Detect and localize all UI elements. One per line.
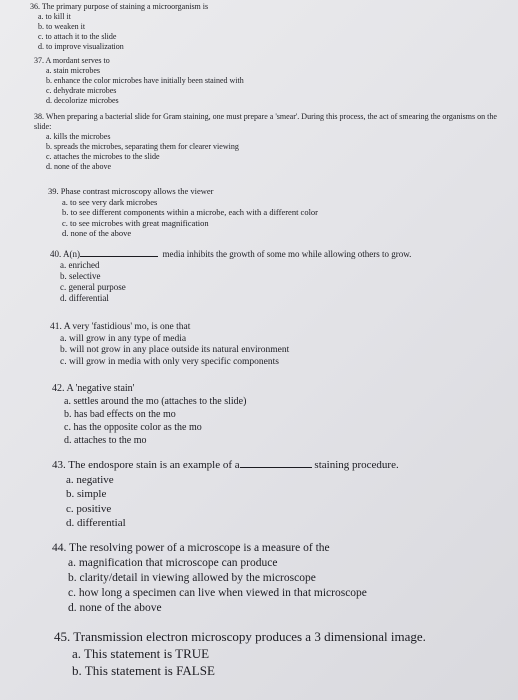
answer-option: b. to see different components within a microbe, each with a different color (62, 207, 319, 217)
answer-option: b. spreads the microbes, separating them for clearer viewing (46, 142, 239, 151)
question-stem (52, 458, 399, 473)
question-stem: 42. A 'negative stain' (52, 383, 135, 394)
answer-blank (80, 256, 158, 257)
question-stem-start: 40. A(n) (50, 249, 80, 259)
question-stem-end: media inhibits the growth of some mo while allowing others to grow. (162, 249, 412, 259)
answer-option: c. to see microbes with great magnification (62, 217, 209, 228)
answer-option: d. none of the above (46, 162, 112, 171)
question-36 (30, 2, 208, 52)
question-40 (50, 249, 411, 304)
answer-option: a. negative (66, 473, 114, 486)
answer-option: a. to see very dark microbes (62, 196, 158, 207)
answer-option: a. to kill it (38, 12, 71, 21)
answer-option: b. selective (60, 271, 101, 281)
question-41 (50, 322, 289, 368)
answer-option: b. enhance the color microbes have initially been stained with (46, 76, 244, 85)
question-stem: 39. Phase contrast microscopy allows the viewer (48, 186, 214, 196)
question-39 (48, 186, 318, 239)
answer-option: b. has bad effects on the mo (64, 409, 176, 420)
answer-option: c. will grow in media with only very specific components (60, 356, 279, 367)
answer-option: d. decolorize microbes (46, 96, 119, 105)
question-44 (52, 541, 367, 616)
question-37 (34, 56, 244, 106)
answer-option: a. magnification that microscope can produce (68, 557, 278, 569)
question-45 (54, 628, 426, 679)
answer-option: b. will not grow in any place outside its natural environment (60, 345, 290, 355)
question-stem (50, 249, 411, 260)
answer-option: b. to weaken it (38, 22, 86, 31)
question-stem: 44. The resolving power of a microscope is a measure of the (52, 542, 330, 554)
answer-option: b. This statement is FALSE (72, 663, 215, 678)
question-stem: 38. When preparing a bacterial slide for Gram staining, one must prepare a 'smear'. During this process, the act of smearing the organisms on the slide: (34, 112, 497, 131)
answer-option: c. dehydrate microbes (46, 86, 117, 95)
question-stem: 45. Transmission electron microscopy produces a 3 dimensional image. (54, 629, 426, 644)
answer-option: b. clarity/detail in viewing allowed by the microscope (68, 572, 316, 584)
answer-option: a. will grow in any type of media (60, 333, 187, 344)
answer-option: c. positive (66, 502, 112, 515)
answer-blank (240, 467, 312, 468)
question-stem: 41. A very 'fastidious' mo, is one that (50, 322, 191, 332)
answer-option: c. has the opposite color as the mo (64, 422, 202, 433)
answer-option: c. attaches the microbes to the slide (46, 152, 160, 161)
question-stem-end: staining procedure. (314, 459, 399, 471)
question-stem: 36. The primary purpose of staining a microorganism is (30, 2, 209, 11)
answer-option: a. kills the microbes (46, 132, 111, 141)
answer-option: c. how long a specimen can live when viewed in that microscope (68, 587, 367, 599)
answer-option: c. to attach it to the slide (38, 32, 117, 41)
question-stem: 37. A mordant serves to (34, 56, 110, 65)
answer-option: a. stain microbes (46, 66, 100, 75)
answer-option: a. settles around the mo (attaches to the slide) (64, 396, 247, 407)
answer-option: d. none of the above (68, 602, 162, 614)
answer-option: d. differential (66, 517, 126, 529)
question-stem-start: 43. The endospore stain is an example of a (52, 459, 240, 471)
question-38 (34, 112, 512, 172)
answer-option: a. This statement is TRUE (72, 646, 210, 661)
answer-option: a. enriched (60, 260, 100, 270)
answer-option: d. to improve visualization (38, 42, 124, 51)
answer-option: d. attaches to the mo (64, 435, 147, 446)
answer-option: d. none of the above (62, 228, 132, 238)
question-43 (52, 458, 399, 531)
answer-option: c. general purpose (60, 282, 126, 292)
question-42 (52, 382, 246, 447)
answer-option: b. simple (66, 488, 107, 500)
answer-option: d. differential (60, 293, 109, 303)
